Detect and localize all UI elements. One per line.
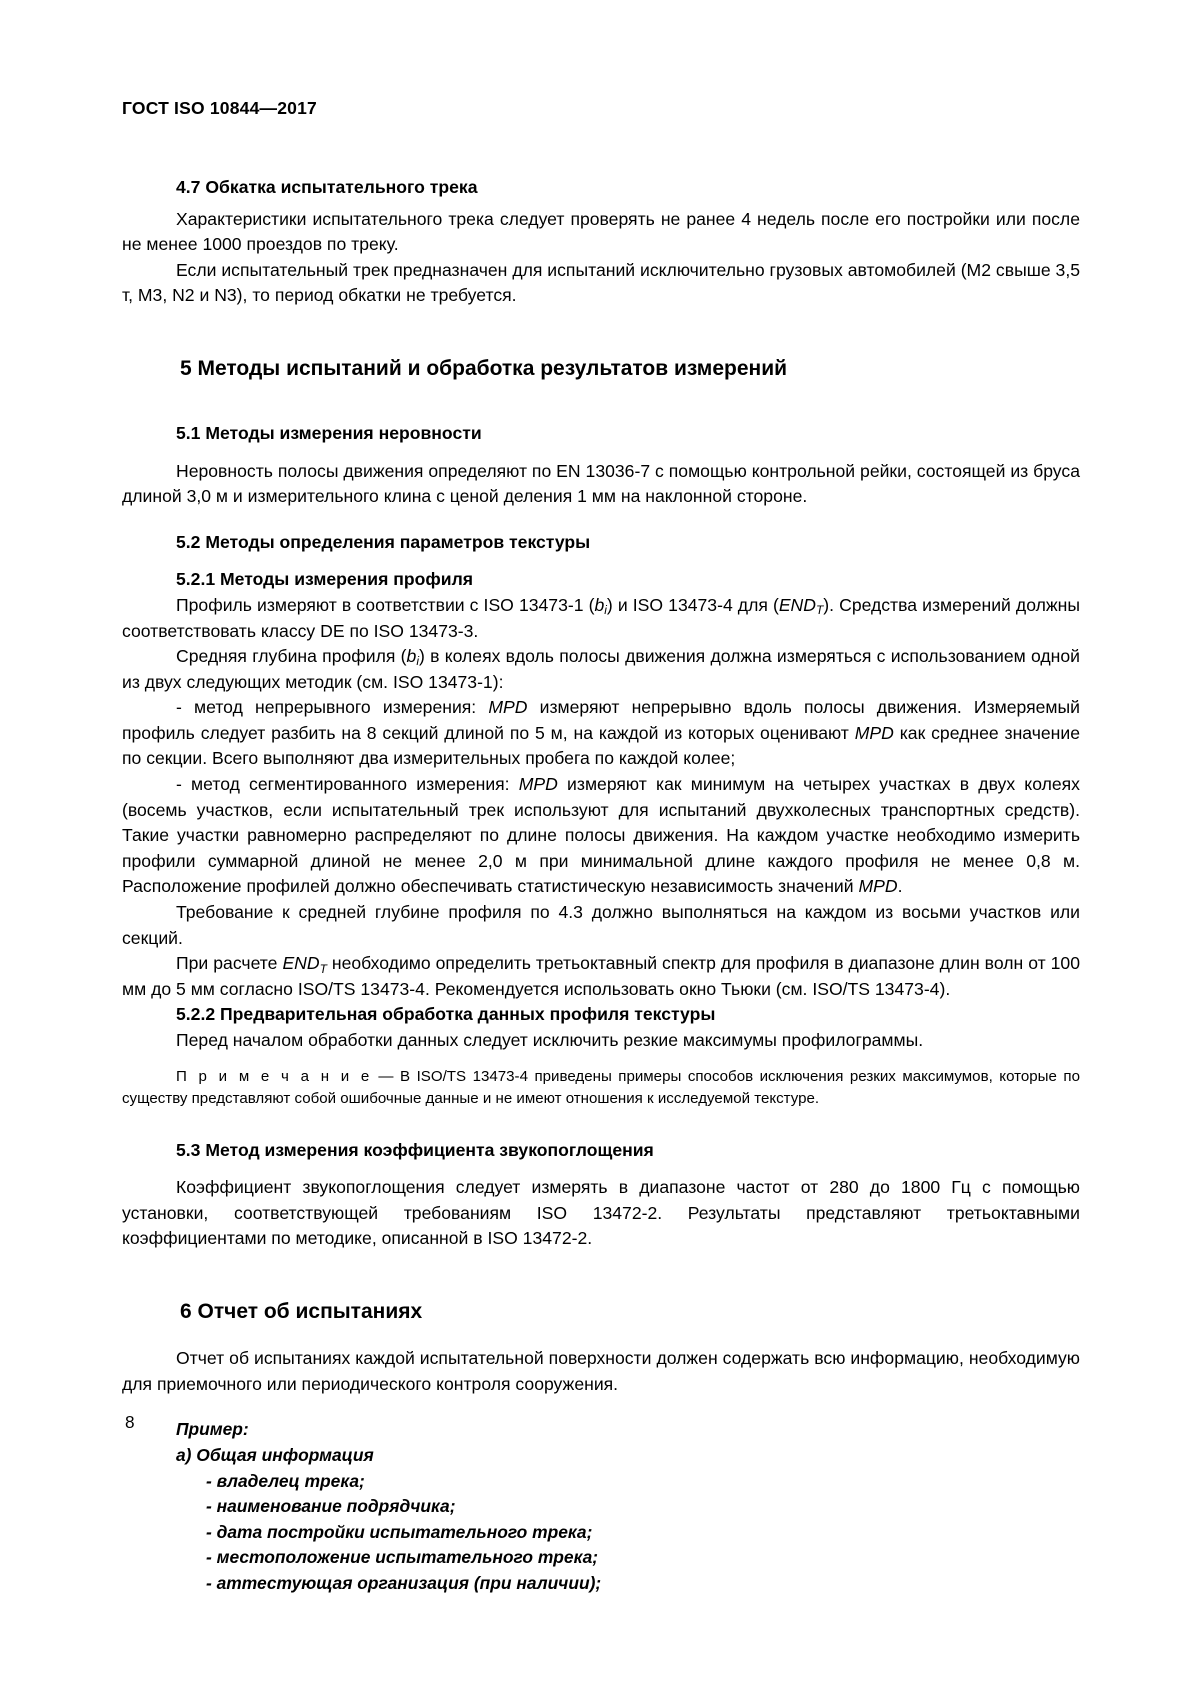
page-content [122,98,1080,1596]
example-block [122,1417,1080,1596]
example-sub-item: - местоположение испытательного трека; [206,1547,599,1568]
symbol-b-sub: i [416,654,419,669]
example-sub-item: - дата постройки испытательного трека; [206,1521,593,1542]
example-sub-item: - аттестующая организация (при наличии); [206,1572,602,1593]
heading-5: 5 Методы испытаний и обработка результатов измерений [180,356,788,380]
text-frag: измеряют непрерывно вдоль полосы движения. Измеряемый профиль следует разбить на 8 секций длиной по 5 м, на каждой из которых оценивают [122,697,1080,743]
symbol-mpd: MPD [854,722,894,743]
symbol-mpd: MPD [858,876,898,897]
text-frag: При расчете [176,953,283,974]
example-item-a: а) Общая информация [176,1444,374,1465]
text-frag: как среднее значение по секции. Всего выполняют два измерительных пробега по каждой колее; [122,722,1080,769]
heading-5-2-2: 5.2.2 Предварительная обработка данных профиля текстуры [176,1004,716,1025]
text-frag: ). Средства измерений должны соответствовать классу DE по ISO 13473-3. [122,594,1080,641]
paragraph-5-2-1-4 [122,951,1080,1002]
example-sub-item: - наименование подрядчика; [206,1496,456,1517]
heading-5-2: 5.2 Методы определения параметров текстуры [176,531,591,552]
heading-5-2-1: 5.2.1 Методы измерения профиля [176,569,474,590]
text-frag: необходимо определить третьоктавный спектр для профиля в диапазоне длин волн от 100 мм до 5 мм согласно ISO/TS 13473-4. Рекомендуется использовать окно Тьюки (см. ISO/TS 13473-4). [122,953,1081,999]
paragraph-4-7-1: Характеристики испытательного трека следует проверять не ранее 4 недель после его постройки или после не менее 1000 проездов по треку. [122,208,1080,255]
paragraph-5-2-1-2 [122,644,1080,695]
symbol-end: END [282,953,320,974]
symbol-mpd: MPD [518,774,558,795]
paragraph-5-2-2-1: Перед началом обработки данных следует исключить резкие максимумы профилограммы. [176,1029,924,1050]
text-frag: Профиль измеряют в соответствии с ISO 13473-1 ( [176,594,595,615]
text-frag: Средняя глубина профиля ( [176,646,407,667]
symbol-b: b [406,646,417,667]
note-5-2-2 [122,1066,1080,1110]
symbol-b-sub: i [604,603,607,618]
paragraph-5-1-1: Неровность полосы движения определяют по EN 13036-7 с помощью контрольной рейки, состоящей из бруса длиной 3,0 м и измерительного клина с ценой деления 1 мм на наклонной стороне. [122,460,1080,507]
text-frag: - метод сегментированного измерения: [176,774,519,795]
paragraph-5-2-1-1 [122,593,1080,644]
symbol-end: END [778,594,816,615]
running-head: ГОСТ ISO 10844—2017 [122,98,317,118]
note-label: П р и м е ч а н и е [176,1067,372,1085]
list-item-segmented-method [122,772,1080,900]
text-frag: ) в колеях вдоль полосы движения должна измеряться с использованием одной из двух следующих методик (см. ISO 13473-1): [122,646,1080,692]
paragraph-5-3-1: Коэффициент звукопоглощения следует измерять в диапазоне частот от 280 до 1800 Гц с помощью установки, соответствующей требованиям ISO 13472-2. Результаты представляют третьоктавными коэффициентами по методике, описанной в ISO 13472-2. [122,1177,1080,1249]
heading-6: 6 Отчет об испытаниях [180,1299,423,1323]
paragraph-5-2-1-3: Требование к средней глубине профиля по 4.3 должно выполняться на каждом из восьми участков или секций. [122,902,1080,948]
paragraph-4-7-2: Если испытательный трек предназначен для испытаний исключительно грузовых автомобилей (М2 свыше 3,5 т, М3, N2 и N3), то период обкатки не требуется. [122,259,1080,306]
heading-5-1: 5.1 Методы измерения неровности [176,423,482,444]
list-item-continuous-method [122,695,1080,772]
note-text: — В ISO/TS 13473-4 приведены примеры способов исключения резких максимумов, которые по существу представляют собой ошибочные данные и не имеют отношения к исследуемой текстуре. [122,1067,1080,1107]
text-frag: - метод непрерывного измерения: [176,697,489,718]
page-number: 8 [125,1412,135,1432]
paragraph-6-1: Отчет об испытаниях каждой испытательной поверхности должен содержать всю информацию, необходимую для приемочного или периодического контроля сооружения. [122,1348,1080,1394]
text-frag: . [897,876,903,897]
symbol-b: b [594,594,605,615]
symbol-mpd: MPD [488,697,528,718]
heading-4-7: 4.7 Обкатка испытательного трека [176,177,478,197]
symbol-end-sub: T [815,603,824,618]
example-title: Пример: [176,1419,249,1440]
example-sub-item: - владелец трека; [206,1470,365,1491]
symbol-end-sub: T [319,961,327,976]
text-frag: измеряют как минимум на четырех участках в двух колеях (восемь участков, если испытательный трек используют для испытаний двухколесных транспортных средств). Такие участки равномерно распределяют по длине полосы движения. На каждом участке необходимо измерить профили суммарной длиной не менее 2,0 м при минимальной длине каждого профиля не менее 0,8 м. Расположение профилей должно обеспечивать статистическую независимость значений [122,774,1080,897]
text-frag: ) и ISO 13473-4 для ( [606,594,779,615]
heading-5-3: 5.3 Метод измерения коэффициента звукопоглощения [176,1139,654,1160]
